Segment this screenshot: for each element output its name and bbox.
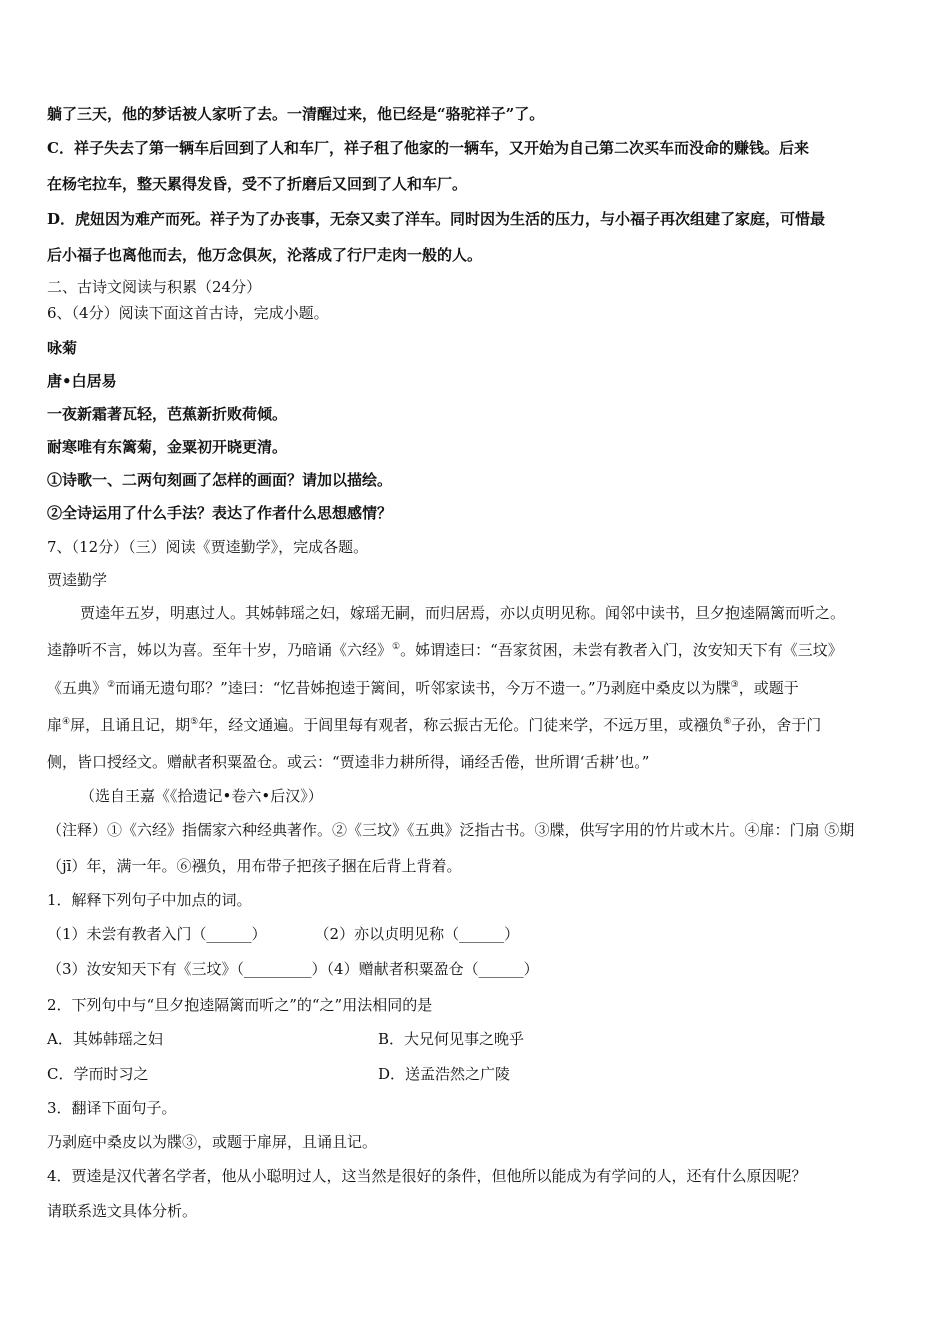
q7-1-item-2: （2）亦以贞明见称（______） [314,925,520,943]
q7-4-stem-line-1: 4．贾逵是汉代著名学者，他从小聪明过人，这当然是很好的条件，但他所以能成为有学问的人，还有什么原因呢？ [47,1167,807,1185]
q7-2-option-a: A．其姊韩瑶之妇 [47,1030,163,1048]
q6-sub-question-2: ②全诗运用了什么手法？表达了作者什么思想感情？ [47,504,393,522]
passage-line-5: 侧，皆口授经文。赠献者积粟盈仓。或云：“贾逵非力耕所得，诵经舌倦，世所谓‘舌耕’也。” [47,753,650,771]
q5-option-d-line1: D．虎妞因为难产而死。祥子为了办丧事，无奈又卖了洋车。同时因为生活的压力，与小福子再次组建了家庭，可惜最 [47,210,826,228]
section-2-title: 二、古诗文阅读与积累（24分） [47,278,262,296]
q7-1-item-1: （1）未尝有教者入门（______） [47,925,267,943]
q5-option-d-line2: 后小福子也离他而去，他万念俱灰，沦落成了行尸走肉一般的人。 [47,246,483,264]
q7-3-stem: 3．翻译下面句子。 [47,1099,177,1117]
passage-title: 贾逵勤学 [47,571,108,589]
q7-2-option-c: C．学而时习之 [47,1065,149,1083]
passage-line-4: 扉④屏，且诵且记，期⑤年，经文通遍。于闾里每有观者，称云振古无伦。门徒来学，不远万里，或襁负⑥子孙，舍于门 [47,716,822,734]
q7-4-stem-line-2: 请联系选文具体分析。 [47,1202,198,1220]
q7-3-sentence: 乃剥庭中桑皮以为牒③，或题于扉屏，且诵且记。 [47,1133,378,1151]
notes-line-2: （jī）年，满一年。⑥襁负，用布带子把孩子捆在后背上背着。 [47,857,462,875]
q7-2-options-row-2 [47,1063,907,1084]
poem-author: 唐•白居易 [47,372,117,390]
q7-2-stem: 2．下列句中与“旦夕抱逵隔篱而听之”的“之”用法相同的是 [47,996,433,1014]
q5-option-c-line2: 在杨宅拉车，整天累得发昏，受不了折磨后又回到了人和车厂。 [47,175,468,193]
q7-1-item-3: （3）汝安知天下有《三坟》（_________） [47,960,327,978]
poem-line-1: 一夜新霜著瓦轻，芭蕉新折败荷倾。 [47,405,288,423]
poem-title: 咏菊 [47,339,78,357]
q5-option-c-line1: C．祥子失去了第一辆车后回到了人和车厂，祥子租了他家的一辆车，又开始为自己第二次买车而没命的赚钱。后来 [47,139,809,157]
passage-source: （选自王嘉《《拾遗记•卷六•后汉》） [80,787,323,805]
passage-line-3: 《五典》②而诵无遗句耶？”逵曰：“忆昔姊抱逵于篱间，听邻家读书，今万不遗一。”乃剥庭中桑皮以为牒③，或题于 [47,679,799,697]
q7-1-stem: 1．解释下列句子中加点的词。 [47,891,252,909]
q6-sub-question-1: ①诗歌一、二两句刻画了怎样的画面？请加以描绘。 [47,471,393,489]
q7-1-item-4: （4）赠献者积粟盈仓（______） [326,960,539,978]
poem-line-2: 耐寒唯有东篱菊，金粟初开晓更清。 [47,438,288,456]
q7-2-option-b: B．大兄何见事之晚乎 [378,1030,525,1048]
notes-line-1: （注释）①《六经》指儒家六种经典著作。②《三坟》《五典》泛指古书。③牒，供写字用的竹片或木片。④扉：门扇 ⑤期 [47,821,855,839]
q7-2-option-d: D．送孟浩然之广陵 [378,1065,511,1083]
passage-line-1: 贾逵年五岁，明惠过人。其姊韩瑶之妇，嫁瑶无嗣，而归居焉，亦以贞明见称。闻邻中读书，旦夕抱逵隔篱而听之。 [80,604,846,622]
q7-2-options-row-1 [47,1028,907,1049]
q5-tail-line: 躺了三天，他的梦话被人家听了去。一清醒过来，他已经是“骆驼祥子”了。 [47,105,545,123]
q6-stem: 6、（4分）阅读下面这首古诗，完成小题。 [47,304,329,322]
q7-stem: 7、（12分）（三）阅读《贾逵勤学》，完成各题。 [47,538,369,556]
q7-1-row-2 [47,958,539,979]
passage-line-2: 逵静听不言，姊以为喜。至年十岁，乃暗诵《六经》①。姊谓逵曰：“吾家贫困，未尝有教者入门，汝安知天下有《三坟》 [47,641,843,659]
q7-1-row-1 [47,923,519,944]
